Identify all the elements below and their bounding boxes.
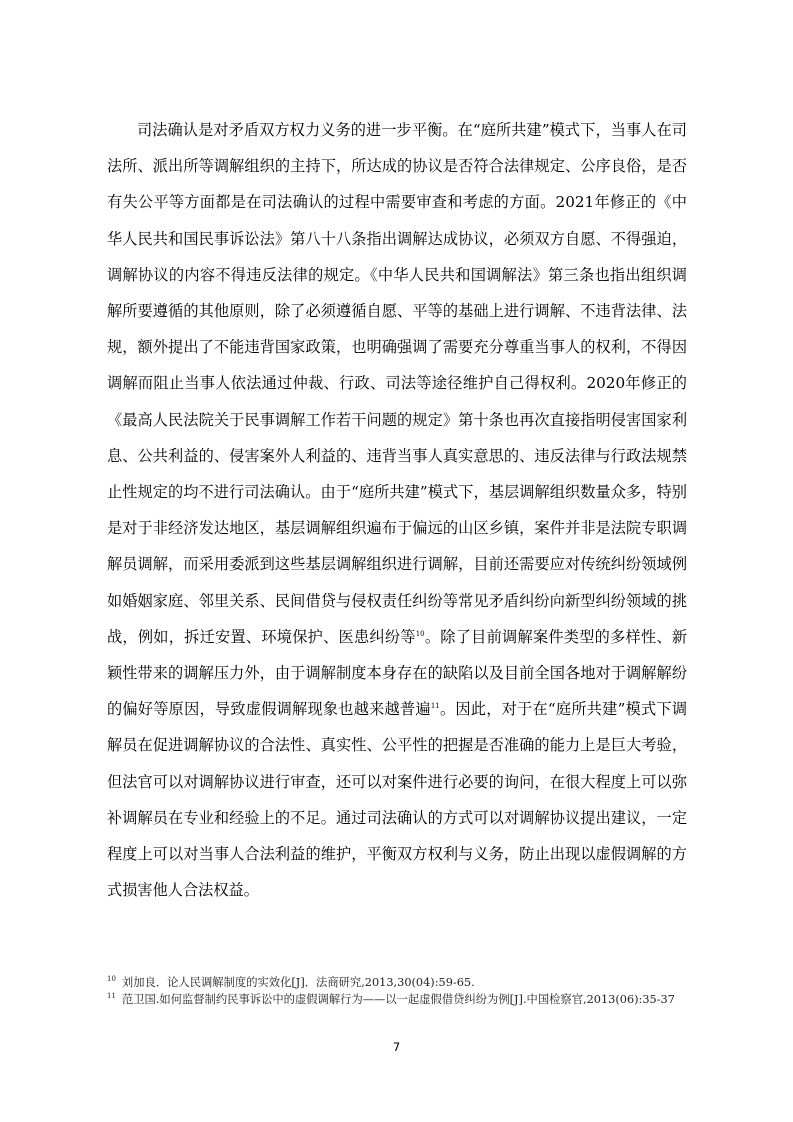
paragraph-text-part3: 。因此，对于在“庭所共建”模式下调解员在促进调解协议的合法性、真实性、公平性的把握是否准确的能力上是巨大考验，但法官可以对调解协议进行审查，还可以对案件进行必要的询问，在很大程度上可以弥补调解员在专业和经验上的不足。通过司法确认的方式可以对调解协议提出建议，一定程度上可以对当事人合法利益的维护，平衡双方权利与义务，防止出现以虚假调解的方式损害他人合法权益。 [107, 700, 688, 900]
footnote-10 [107, 974, 687, 991]
footnote-mark: 10 [107, 975, 116, 984]
footnote-11 [107, 991, 687, 1008]
paragraph-text-part1: 司法确认是对矛盾双方权力义务的进一步平衡。在“庭所共建”模式下，当事人在司法所、派出所等调解组织的主持下，所达成的协议是否符合法律规定、公序良俗，是否有失公平等方面都是在司法确认的过程中需要审查和考虑的方面。2021年修正的《中华人民共和国民事诉讼法》第八十八条指出调解达成协议，必须双方自愿、不得强迫，调解协议的内容不得违反法律的规定。《中华人民共和国调解法》第三条也指出组织调解所要遵循的其他原则，除了必须遵循自愿、平等的基础上进行调解、不违背法律、法规，额外提出了不能违背国家政策，也明确强调了需要充分尊重当事人的权利，不得因调解而阻止当事人依法通过仲裁、行政、司法等途径维护自己得权利。2020年修正的《最高人民法院关于民事调解工作若干问题的规定》第十条也再次直接指明侵害国家利息、公共利益的、侵害案外人利益的、违背当事人真实意思的、违反法律与行政法规禁止性规定的均不进行司法确认。由于“庭所共建”模式下，基层调解组织数量众多，特别是对于非经济发达地区，基层调解组织遍布于偏远的山区乡镇，案件并非是法院专职调解员调解，而采用委派到这些基层调解组织进行调解，目前还需要应对传统纠纷领域例如婚姻家庭、邻里关系、民间借贷与侵权责任纠纷等常见矛盾纠纷向新型纠纷领域的挑战，例如，拆迁安置、环境保护、医患纠纷等 [107, 121, 687, 646]
body-paragraph [107, 112, 687, 908]
footnote-ref-10[interactable]: 10 [415, 629, 425, 638]
footnote-text: 刘加良．论人民调解制度的实效化[J]．法商研究,2013,30(04):59-65. [121, 976, 475, 989]
page-number: 7 [392, 1040, 401, 1054]
footnote-text: 范卫国.如何监督制约民事诉讼中的虚假调解行为——以一起虚假借贷纠纷为例[J].中国检察官,2013(06):35-37 [121, 993, 675, 1006]
footnote-ref-11[interactable]: 11 [430, 702, 440, 711]
footnote-mark: 11 [107, 992, 116, 1001]
paragraph-text-part2: 。除了目前调解案件类型的多样性、新颖性带来的调解压力外，由于调解制度本身存在的缺陷以及目前全国各地对于调解解纷的偏好等原因，导致虚假调解现象也越来越普遍 [107, 627, 688, 719]
footnotes [107, 974, 687, 1008]
